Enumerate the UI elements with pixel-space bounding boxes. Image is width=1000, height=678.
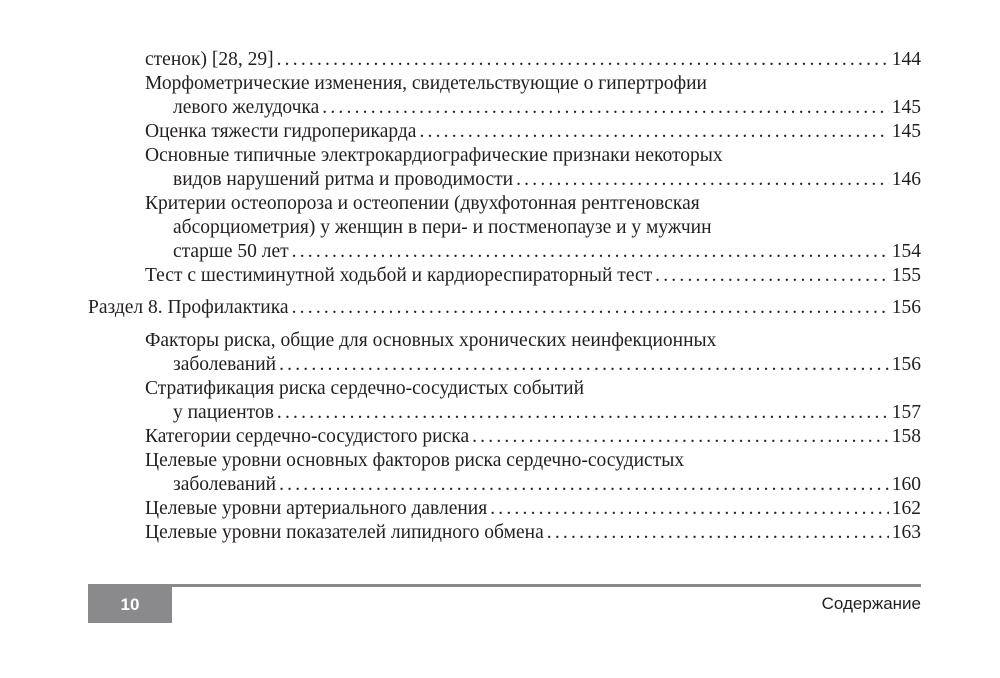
dot-leader: [547, 521, 889, 545]
toc-entry: [145, 264, 921, 288]
toc-entry-title: заболеваний: [173, 474, 277, 495]
toc-entry-title: Тест с шестиминутной ходьбой и кардиореспираторный тест: [145, 265, 653, 286]
toc-entry: [145, 192, 921, 264]
toc-entry-line: [88, 296, 921, 320]
toc-entry: [145, 377, 921, 425]
toc-entry-line: [145, 168, 921, 192]
dot-leader: [472, 425, 889, 449]
toc-entry-title: Основные типичные электрокардиографические признаки некоторых: [145, 145, 723, 166]
toc-entry-title: старше 50 лет: [173, 241, 289, 262]
toc-entry-title: абсорциометрия) у женщин в пери- и постменопаузе и у мужчин: [173, 217, 712, 238]
toc-entry-line: [145, 192, 921, 216]
toc-entry-line: [145, 353, 921, 377]
toc-page-number: 160: [891, 474, 921, 495]
toc-page-number: 162: [891, 498, 921, 519]
toc-entry-line: [145, 72, 921, 96]
toc-page-number: 154: [891, 241, 921, 262]
toc-entry-line: [145, 264, 921, 288]
toc-page-number: 146: [891, 169, 921, 190]
toc-entry-title: заболеваний: [173, 354, 277, 375]
dot-leader: [292, 240, 889, 264]
toc-entry-line: [145, 473, 921, 497]
toc-entry-title: Стратификация риска сердечно-сосудистых событий: [145, 378, 585, 399]
toc-entry-line: [145, 377, 921, 401]
toc-entry-title: Целевые уровни показателей липидного обмена: [145, 522, 544, 543]
dot-leader: [277, 48, 889, 72]
toc-entry-title: Критерии остеопороза и остеопении (двухфотонная рентгеновская: [145, 193, 700, 214]
running-title: Содержание: [821, 594, 921, 613]
toc-entry: [145, 449, 921, 497]
toc-page-number: 157: [891, 402, 921, 423]
toc-entry-line: [145, 497, 921, 521]
dot-leader: [322, 96, 888, 120]
toc-entry: [145, 120, 921, 144]
toc-entry-title: Факторы риска, общие для основных хронических неинфекционных: [145, 330, 717, 351]
toc-entry-title: левого желудочка: [173, 97, 320, 118]
toc-entry-line: [145, 329, 921, 353]
toc-entry-title: Раздел 8. Профилактика: [88, 297, 289, 318]
toc-entry-title: стенок) [28, 29]: [145, 49, 274, 70]
toc-entry: [145, 329, 921, 377]
toc-page-number: 156: [891, 354, 921, 375]
toc-entry-line: [145, 120, 921, 144]
toc-page-number: 158: [891, 426, 921, 447]
toc-entry-title: видов нарушений ритма и проводимости: [173, 169, 514, 190]
dot-leader: [419, 120, 888, 144]
toc-entry-title: Целевые уровни артериального давления: [145, 498, 488, 519]
toc-page-number: 145: [891, 121, 921, 142]
dot-leader: [516, 168, 889, 192]
dot-leader: [292, 296, 889, 320]
dot-leader: [490, 497, 889, 521]
toc-entry: [145, 497, 921, 521]
toc-entry-title: Морфометрические изменения, свидетельствующие о гипертрофии: [145, 73, 707, 94]
toc-entry-line: [145, 521, 921, 545]
toc-page-number: 155: [891, 265, 921, 286]
toc-entry-title: Целевые уровни основных факторов риска сердечно-сосудистых: [145, 450, 685, 471]
dot-leader: [655, 264, 889, 288]
dot-leader: [277, 401, 889, 425]
toc-entry: [145, 72, 921, 120]
toc-entry: [145, 521, 921, 545]
toc-page-number: 144: [891, 49, 921, 70]
toc-page-number: 145: [891, 97, 921, 118]
toc-entry-line: [145, 96, 921, 120]
toc-section-entry: [88, 296, 921, 320]
toc-entry-line: [145, 144, 921, 168]
dot-leader: [279, 473, 889, 497]
toc-entry-title: Оценка тяжести гидроперикарда: [145, 121, 417, 142]
page-number-badge: 10: [88, 587, 172, 623]
toc-entry-title: Категории сердечно-сосудистого риска: [145, 426, 470, 447]
toc-entry-line: [145, 48, 921, 72]
toc-entry-line: [145, 240, 921, 264]
dot-leader: [279, 353, 889, 377]
table-of-contents: [88, 48, 921, 545]
toc-entry: [145, 48, 921, 72]
toc-entry-line: [145, 216, 921, 240]
toc-entry-line: [145, 401, 921, 425]
footer-rule: [88, 584, 921, 587]
toc-entry-line: [145, 425, 921, 449]
toc-page-number: 156: [891, 297, 921, 318]
toc-entry-line: [145, 449, 921, 473]
toc-entry-title: у пациентов: [173, 402, 274, 423]
toc-page-number: 163: [891, 522, 921, 543]
toc-entry: [145, 425, 921, 449]
toc-entry: [145, 144, 921, 192]
